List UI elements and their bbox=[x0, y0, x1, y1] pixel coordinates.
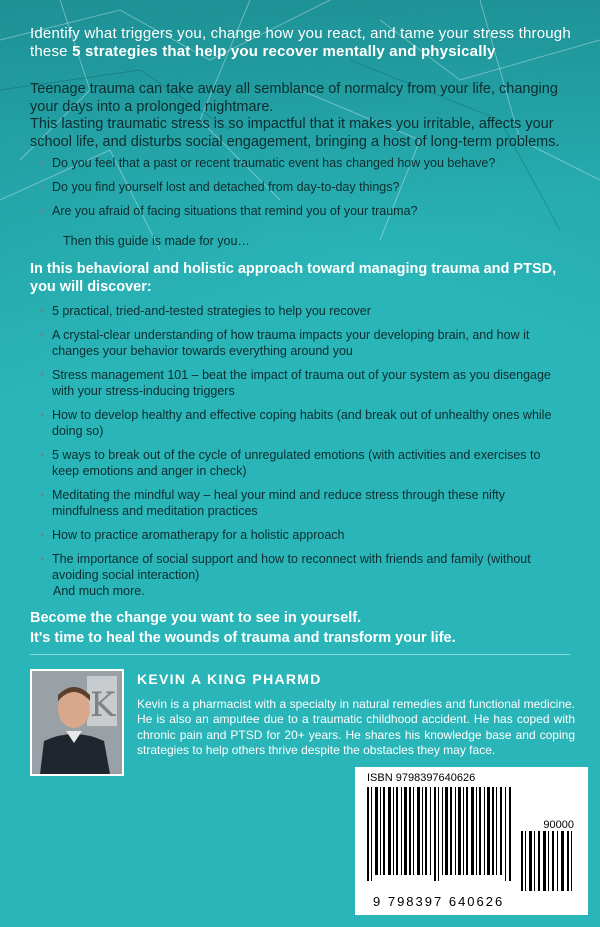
discover-heading: In this behavioral and holistic approach toward managing trauma and PTSD, you will discover: bbox=[30, 261, 557, 295]
question-item: • Are you afraid of facing situations that remind you of your trauma? bbox=[52, 203, 562, 219]
isbn-digits: 9 798397 640626 bbox=[373, 894, 505, 909]
discover-item: • Stress management 101 – beat the impact of trauma out of your system as you disengage with your stress-inducing triggers bbox=[52, 367, 562, 399]
author-photo bbox=[30, 669, 124, 776]
question-list bbox=[52, 155, 562, 219]
question-item: • Do you find yourself lost and detached from day-to-day things? bbox=[52, 179, 562, 195]
svg-text:K: K bbox=[90, 685, 116, 725]
discover-item: • 5 ways to break out of the cycle of unregulated emotions (with activities and exercises to keep emotions and anger in check) bbox=[52, 447, 562, 479]
author-bio: Kevin is a pharmacist with a specialty in natural remedies and functional medicine. He is also an amputee due to a traumatic childhood accident. He has coped with chronic pain and PTSD for 20+ years. He shares his knowledge base and coping strategies to help others thrive despite the obstacles they may face. bbox=[137, 697, 575, 757]
intro-tagline bbox=[30, 25, 575, 61]
discover-item: • A crystal-clear understanding of how trauma impacts your developing brain, and how it changes your behavior towards everything around you bbox=[52, 327, 562, 359]
discover-item: • How to practice aromatherapy for a holistic approach bbox=[52, 527, 562, 543]
discover-item: • The importance of social support and how to reconnect with friends and family (without avoiding social interaction) bbox=[52, 551, 562, 583]
intro-paragraph-2: This lasting traumatic stress is so impactful that it makes you irritable, affects your school life, and disturbs social engagement, bringing a host of long-term problems. bbox=[30, 116, 560, 150]
author-portrait-image bbox=[32, 671, 122, 774]
closing-line-2: It's time to heal the wounds of trauma and transform your life. bbox=[30, 630, 456, 646]
question-item: • Do you feel that a past or recent traumatic event has changed how you behave? bbox=[52, 155, 562, 171]
discover-list bbox=[52, 303, 562, 583]
isbn-label: ISBN 9798397640626 bbox=[367, 772, 476, 784]
discover-item: • 5 practical, tried-and-tested strategies to help you recover bbox=[52, 303, 562, 319]
intro-plain: Identify what triggers you, change how you react, and tame your stress through these bbox=[30, 25, 571, 60]
discover-item: • Meditating the mindful way – heal your mind and reduce stress through these nifty mindfulness and meditation practices bbox=[52, 487, 562, 519]
price-barcode-bars bbox=[520, 831, 575, 891]
closing-statement bbox=[30, 608, 575, 648]
intro-paragraph-1: Teenage trauma can take away all semblance of normalcy from your life, changing your days into a prolonged nightmare. bbox=[30, 81, 558, 115]
price-code: 90000 bbox=[543, 819, 574, 831]
intro-bold: 5 strategies that help you recover mentally and physically bbox=[72, 43, 496, 60]
author-name: KEVIN A KING PHARMD bbox=[137, 671, 322, 687]
barcode-bars bbox=[365, 787, 515, 881]
much-more-text: And much more. bbox=[53, 584, 145, 598]
isbn-barcode bbox=[355, 767, 588, 915]
closing-line-1: Become the change you want to see in yourself. bbox=[30, 610, 362, 626]
discover-item: • How to develop healthy and effective coping habits (and break out of unhealthy ones while doing so) bbox=[52, 407, 562, 439]
section-divider bbox=[30, 654, 570, 655]
guide-line: Then this guide is made for you… bbox=[63, 234, 250, 248]
